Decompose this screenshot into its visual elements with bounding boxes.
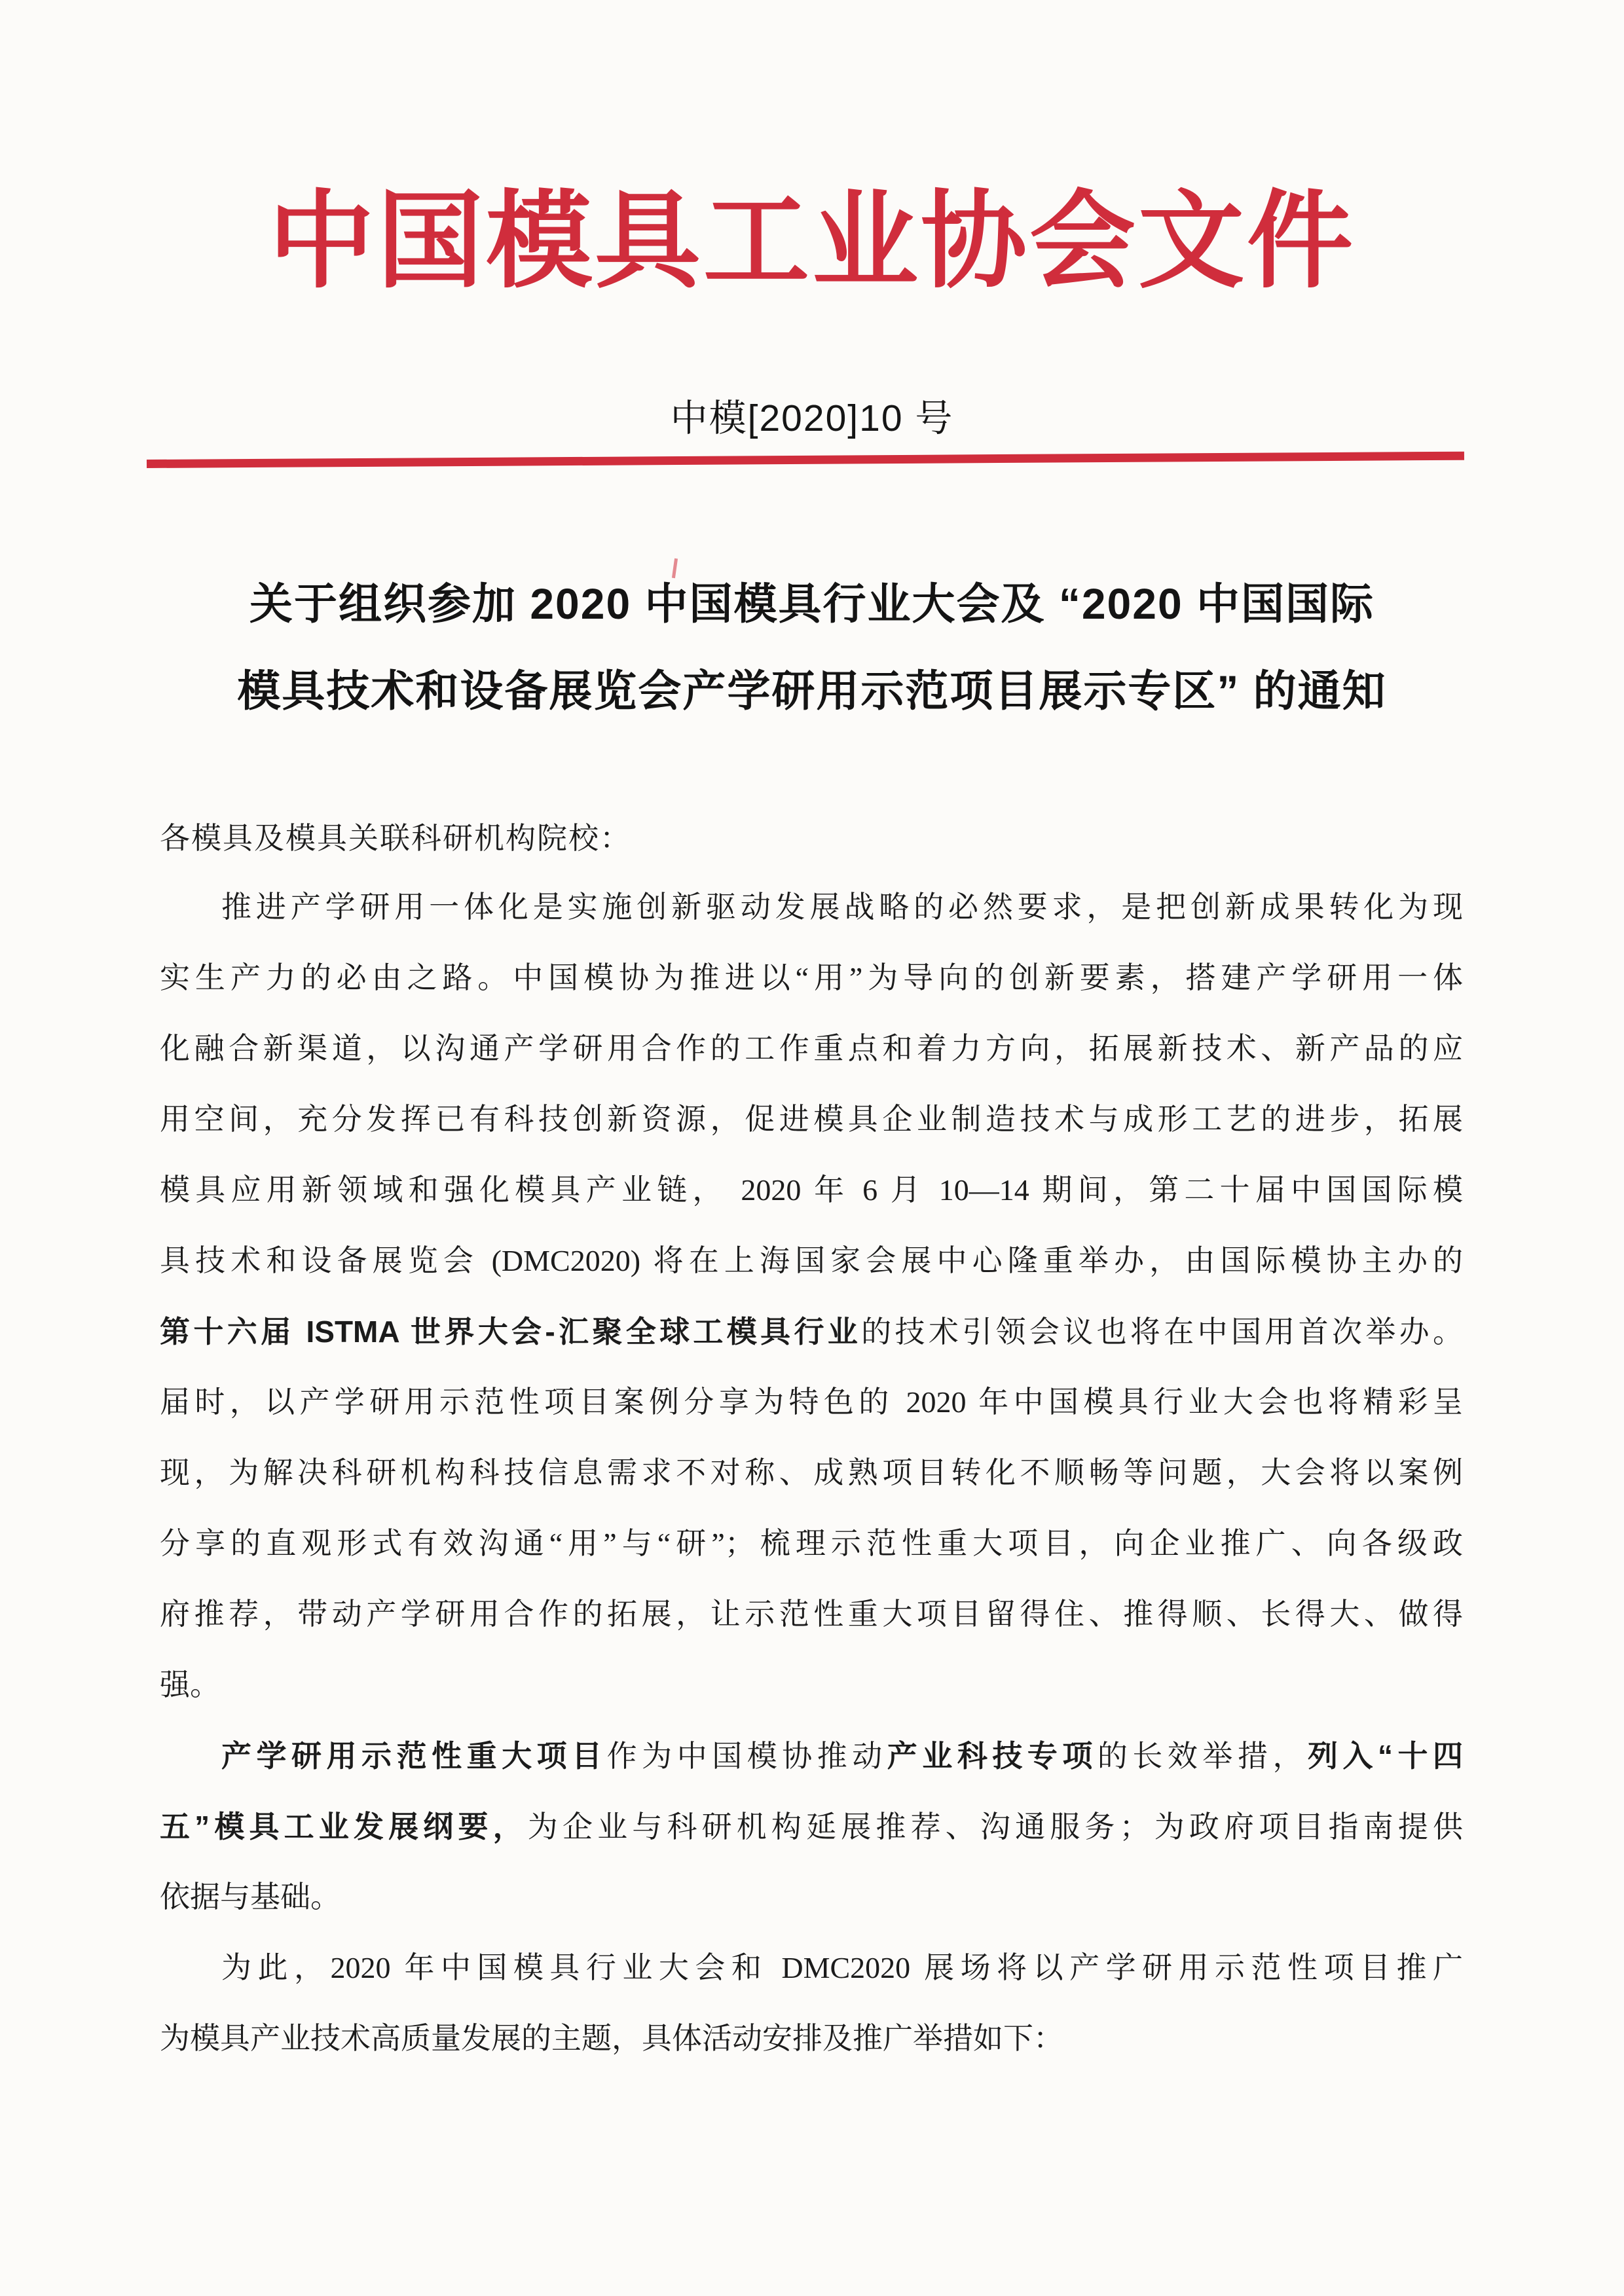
body-line	[160, 1508, 1463, 1579]
text-run: 依据与基础。	[160, 1880, 341, 1914]
text-run: 为模具产业技术高质量发展的主题，具体活动安排及推广举措如下：	[160, 2022, 1063, 2055]
body-line	[160, 1438, 1463, 1508]
body-line	[160, 1650, 1463, 1721]
body-line	[160, 1862, 1463, 1933]
text-run: 推进产学研用一体化是实施创新驱动发展战略的必然要求，是把创新成果转化为现	[221, 890, 1463, 924]
text-run: 为此，2020 年中国模具行业大会和 DMC2020 展场将以产学研用示范性项目推广	[221, 1951, 1463, 1984]
body-line	[160, 943, 1463, 1013]
text-run: 作为中国模协推动	[606, 1740, 887, 1773]
red-divider-rule	[147, 452, 1464, 468]
text-run: 届时，以产学研用示范性项目案例分享为特色的 2020 年中国模具行业大会也将精彩呈	[160, 1385, 1463, 1419]
text-run: 用空间，充分发挥已有科技创新资源，促进模具企业制造技术与成形工艺的进步，拓展	[160, 1102, 1463, 1136]
notice-title-line-2: 模具技术和设备展览会产学研用示范项目展示专区” 的通知	[237, 666, 1387, 715]
body-text	[160, 872, 1463, 2074]
body-line	[160, 1084, 1463, 1155]
body-line	[160, 1296, 1463, 1367]
body-line	[160, 1013, 1463, 1084]
text-run: 府推荐，带动产学研用合作的拓展，让示范性重大项目留得住、推得顺、长得大、做得	[160, 1597, 1463, 1631]
body-line	[160, 1226, 1463, 1296]
bold-text-run: 产学研用示范性重大项目	[221, 1739, 607, 1773]
org-header-title: 中国模具工业协会文件	[268, 184, 1356, 301]
text-run: 强。	[160, 1668, 220, 1702]
bold-text-run: 列入“十四	[1307, 1739, 1464, 1773]
body-line	[160, 1367, 1463, 1438]
text-run: 化融合新渠道，以沟通产学研用合作的工作重点和着力方向，拓展新技术、新产品的应	[160, 1032, 1463, 1065]
body-line	[160, 1933, 1463, 2003]
text-run: 具技术和设备展览会 (DMC2020) 将在上海国家会展中心隆重举办，由国际模协主办的	[160, 1244, 1463, 1277]
bold-text-run: 产业科技专项	[887, 1739, 1098, 1773]
doc-number: 中模[2020]10 号	[670, 397, 954, 439]
text-run: 分享的直观形式有效沟通“用”与“研”；梳理示范性重大项目，向企业推广、向各级政	[160, 1527, 1463, 1560]
body-line	[160, 1579, 1463, 1650]
notice-title	[0, 560, 1624, 735]
text-run: 现，为解决科研机构科技信息需求不对称、成熟项目转化不顺畅等问题，大会将以案例	[160, 1456, 1463, 1489]
text-run: 的技术引领会议也将在中国用首次举办。	[861, 1315, 1463, 1349]
salutation: 各模具及模具关联科研机构院校：	[160, 822, 631, 855]
body-line	[160, 1155, 1463, 1226]
text-run: 模具应用新领域和强化模具产业链， 2020 年 6 月 10—14 期间，第二十届中国国际模	[160, 1173, 1463, 1207]
body-line	[160, 872, 1463, 943]
notice-title-line-1: 关于组织参加 2020 中国模具行业大会及 “2020 中国国际	[249, 579, 1375, 628]
text-run: 实生产力的必由之路。中国模协为推进以“用”为导向的创新要素，搭建产学研用一体	[160, 961, 1463, 994]
body-line	[160, 2003, 1463, 2074]
bold-text-run: 第十六届 ISTMA 世界大会-汇聚全球工模具行业	[160, 1315, 862, 1349]
bold-text-run: 五”模具工业发展纲要，	[160, 1810, 528, 1844]
text-run: 的长效举措，	[1097, 1740, 1308, 1773]
body-line	[160, 1791, 1463, 1862]
body-line	[160, 1721, 1463, 1791]
text-run: 为企业与科研机构延展推荐、沟通服务；为政府项目指南提供	[527, 1810, 1464, 1844]
